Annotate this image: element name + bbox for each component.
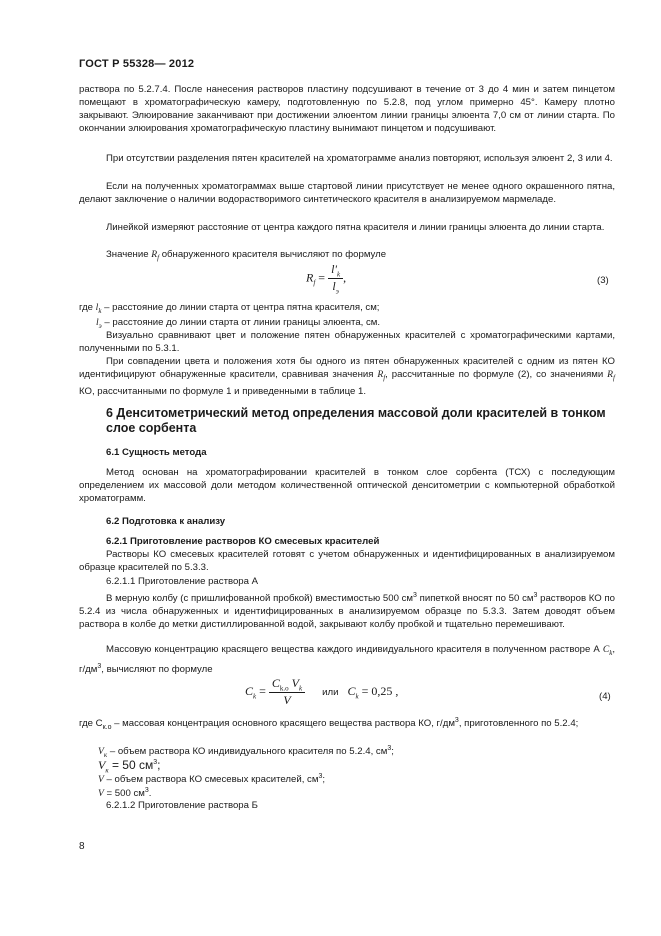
formula-3: $R_f$ = $\frac{l'_k}{l_э}$ , (306, 262, 347, 296)
page-number: 8 (79, 841, 85, 852)
where-line-2: $l_э$ – расстояние до линии старта от линии границы элюента, см. (96, 317, 381, 330)
where-line-5: $V_к = 50$ $см^3$; (98, 758, 161, 775)
section-6-heading: 6 Денситометрический метод определения массовой доли красителей в тонком слое сорбента (106, 406, 606, 435)
section-6-2-heading: 6.2 Подготовка к анализу (106, 516, 226, 527)
section-6-1-heading: 6.1 Сущность метода (106, 447, 207, 458)
where-line-6: V – объем раствора КО смесевых красителей, $см^3$; (98, 773, 326, 786)
section-6-2-1-heading: 6.2.1 Приготовление растворов КО смесевых красителей (106, 536, 380, 547)
paragraph-12: Массовую концентрацию красящего вещества каждого индивидуального красителя в полученном растворе А $C_k$, $г/дм^3$, вычисляют по формуле (79, 644, 615, 676)
paragraph-10: 6.2.1.1 Приготовление раствора А (106, 576, 259, 587)
paragraph-9: Растворы КО смесевых красителей готовят с учетом обнаруженных и идентифицированных в анализируемом образце красителей по 5.3.3. (79, 549, 615, 573)
formula-4-number: (4) (599, 691, 611, 702)
where-line-1: где $l_k$ – расстояние до линии старта от центра пятна красителя, см; (79, 302, 380, 315)
paragraph-13: 6.2.1.2 Приготовление раствора Б (106, 800, 258, 811)
paragraph-3: Если на полученных хроматограммах выше стартовой линии присутствует не менее одного окрашенного пятна, делают заключение о наличии водорастворимого синтетического красителя в анализируемом мармеладе. (79, 181, 615, 205)
document-header: ГОСТ Р 55328— 2012 (79, 58, 195, 70)
paragraph-4: Линейкой измеряют расстояние от центра каждого пятна красителя и линии границы элюента до линии старта. (106, 222, 605, 233)
paragraph-8: Метод основан на хроматографировании красителей в тонком слое сорбента (ТСХ) с последующим определением их массовой доли методом количественной оптической денситометрии с компьютерной обработкой хроматограмм. (79, 467, 615, 504)
where-line-3: где $C_{к.о}$ – массовая концентрация основного красящего вещества раствора КО, $г/дм^3$, приготовленного по 5.2.4; (79, 717, 579, 732)
paragraph-11: В мерную колбу (с пришлифованной пробкой) вместимостью 500 $см^3$ пипеткой вносят по 50 $см^3$ растворов КО по 5.2.4 из числа обнаруженных и идентифицированных в анализируемом образце по 5.3.3. Затем доводят объем раствора в колбе до метки дистиллированной водой, закрывают колбу пробкой и тщательно перемешивают. (79, 592, 615, 631)
paragraph-2: При отсутствии разделения пятен красителей на хроматограмме анализ повторяют, используя элюент 2, 3 или 4. (106, 153, 613, 164)
paragraph-1: раствора по 5.2.7.4. После нанесения растворов пластину подсушивают в течение от 3 до 4 мин и затем пинцетом помещают в хроматографическую камеру, подготовленную по 5.2.8, под углом примерно 45°. Камеру плотно закрывают. Элюирование заканчивают при достижении элюентом линии границы элюента 7,0 см от линии старта. По окончании элюирования хроматографическую пластину вынимают пинцетом и подсушивают. (79, 84, 615, 134)
paragraph-7: При совпадении цвета и положения хотя бы одного из пятен обнаруженных красителей с одним из пятен КО идентифицируют обнаруженные красители, сравнивая значения $R_f$, рассчитанные по формуле (2), со значениями $R_f$ КО, рассчитанными по формуле 1 и приведенными в таблице 1. (79, 356, 615, 397)
paragraph-5: Значение $R_f$ обнаруженного красителя вычисляют по формуле (106, 249, 387, 262)
formula-4: $C_k$ = $\frac{C_{k.o} V_k}{V}$ или $C_k = 0,25$ , (245, 676, 399, 708)
where-line-4: $V_к$ – объем раствора КО индивидуального красителя по 5.2.4, $см^3$; (98, 745, 394, 760)
formula-3-number: (3) (597, 275, 609, 286)
paragraph-6: Визуально сравнивают цвет и положение пятен обнаруженных красителей с хроматографическими картами, полученными по 5.3.1. (79, 330, 615, 354)
where-line-7: V = 500 $см^3$. (98, 787, 152, 800)
